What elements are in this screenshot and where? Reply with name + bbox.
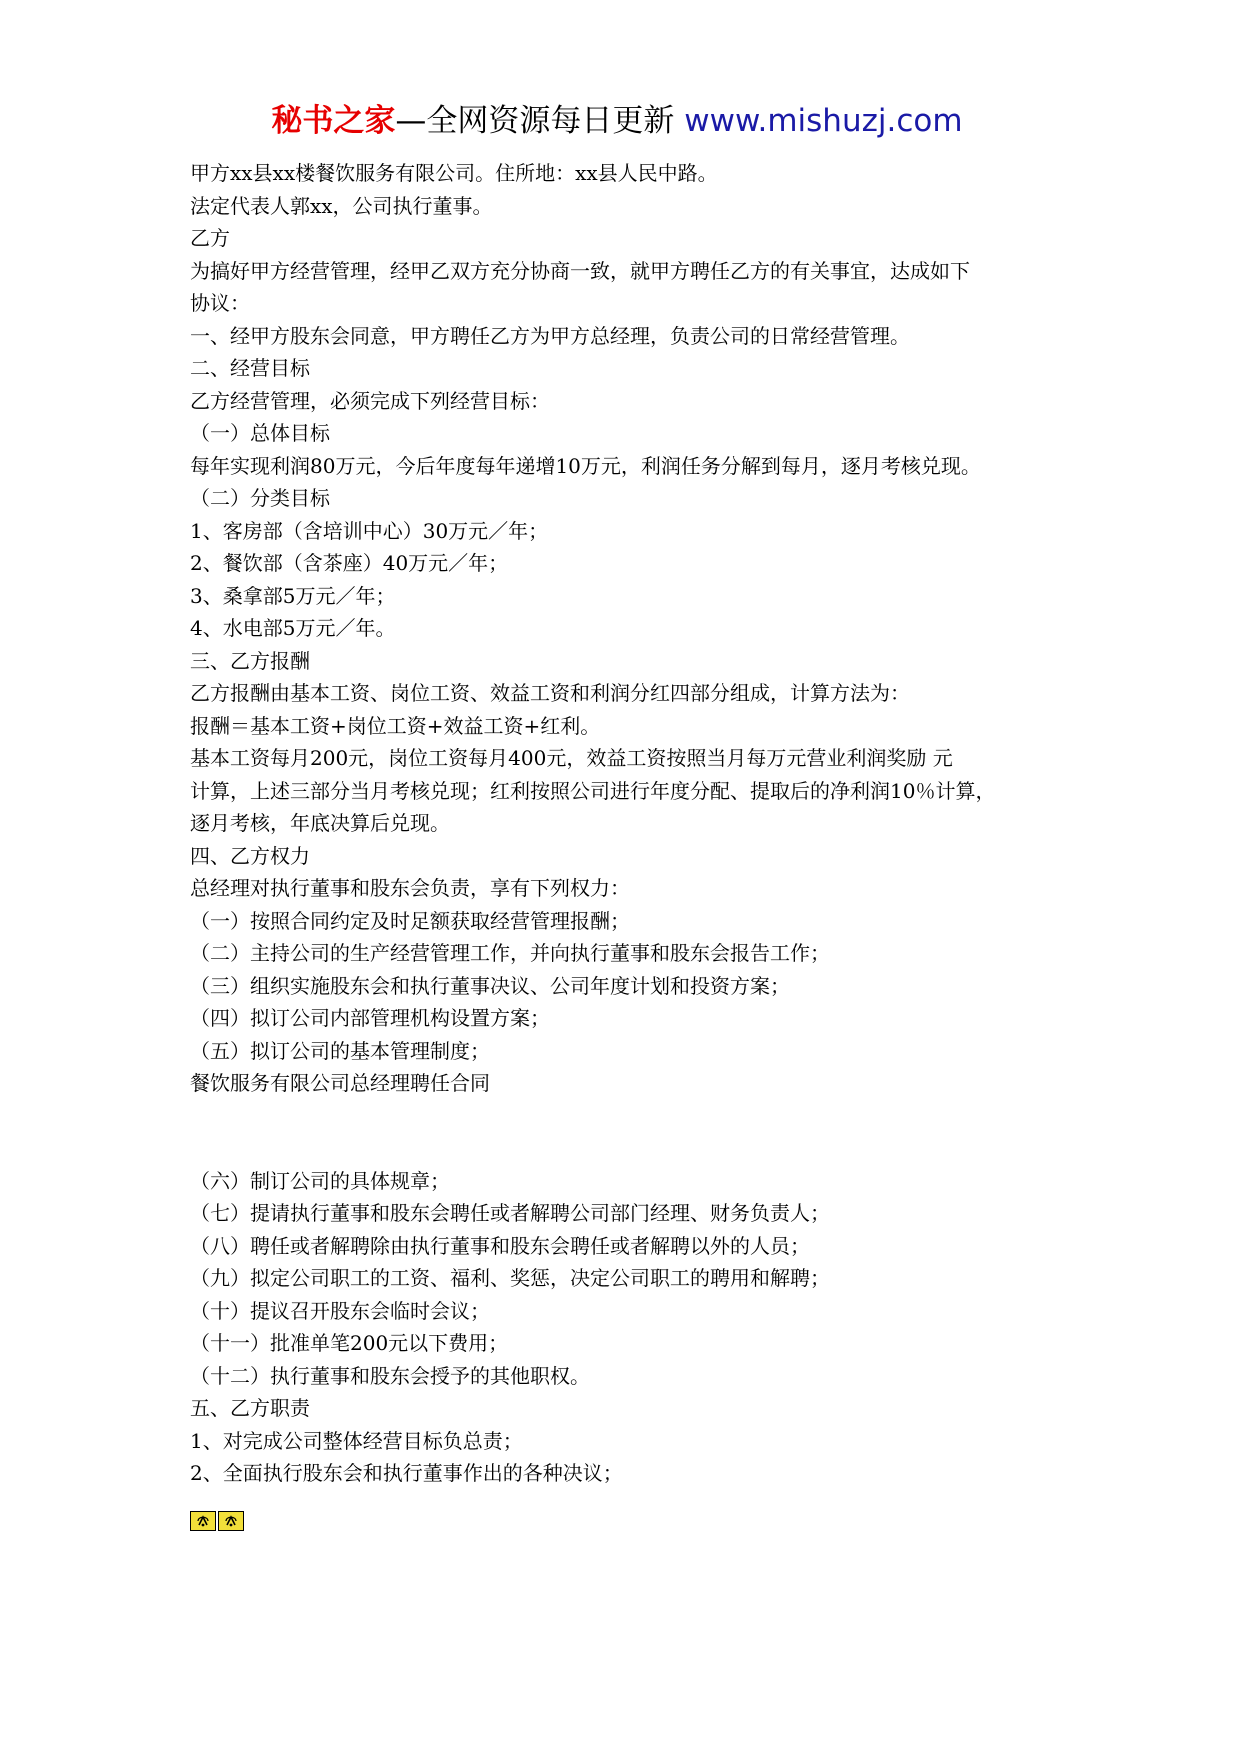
hyperlink-glyph-icon xyxy=(222,1513,240,1529)
text-line: 每年实现利润80万元，今后年度每年递增10万元，利润任务分解到每月，逐月考核兑现。 xyxy=(190,453,981,478)
site-header xyxy=(0,101,1234,141)
text-line: （一）按照合同约定及时足额获取经营管理报酬； xyxy=(190,908,630,933)
text-line: 计算，上述三部分当月考核兑现；红利按照公司进行年度分配、提取后的净利润10％计算， xyxy=(190,778,996,803)
text-line: 基本工资每月200元，岗位工资每月400元，效益工资按照当月每万元营业利润奖励 元 xyxy=(190,746,953,770)
hyperlink-icon[interactable] xyxy=(218,1511,244,1531)
text-line: 逐月考核，年底决算后兑现。 xyxy=(190,811,450,835)
text-line: 3、桑拿部5万元／年； xyxy=(190,583,396,608)
text-line: 1、客房部（含培训中心）30万元／年； xyxy=(190,518,549,543)
text-line: 协议： xyxy=(190,291,250,315)
text-line: （十）提议召开股东会临时会议； xyxy=(190,1298,490,1323)
hyperlink-glyph-icon xyxy=(194,1513,212,1529)
text-line: （八）聘任或者解聘除由执行董事和股东会聘任或者解聘以外的人员； xyxy=(190,1233,810,1258)
text-line: 总经理对执行董事和股东会负责，享有下列权力： xyxy=(190,876,630,900)
text-line: 2、全面执行股东会和执行董事作出的各种决议； xyxy=(190,1461,623,1485)
page-gap xyxy=(190,1100,1190,1165)
section-heading: 四、乙方权力 xyxy=(190,843,310,868)
text-line: 1、对完成公司整体经营目标负总责； xyxy=(190,1428,523,1453)
slogan: —全网资源每日更新 xyxy=(395,103,675,139)
text-line: （二）主持公司的生产经营管理工作，并向执行董事和股东会报告工作； xyxy=(190,941,830,965)
text-line: （三）组织实施股东会和执行董事决议、公司年度计划和投资方案； xyxy=(190,973,790,998)
text-line: （七）提请执行董事和股东会聘任或者解聘公司部门经理、财务负责人； xyxy=(190,1201,830,1225)
text-line: 乙方报酬由基本工资、岗位工资、效益工资和利润分红四部分组成，计算方法为： xyxy=(190,681,910,705)
text-line: （一）总体目标 xyxy=(190,421,330,445)
text-line: 法定代表人郭xx，公司执行董事。 xyxy=(190,193,493,218)
text-line: （十一）批准单笔200元以下费用； xyxy=(190,1331,509,1355)
text-line: （九）拟定公司职工的工资、福利、奖惩，决定公司职工的聘用和解聘； xyxy=(190,1266,830,1290)
document-body xyxy=(190,157,1190,1490)
text-line: （四）拟订公司内部管理机构设置方案； xyxy=(190,1006,550,1030)
text-line: （六）制订公司的具体规章； xyxy=(190,1168,450,1193)
text-line: 4、水电部5万元／年。 xyxy=(190,616,396,640)
text-line: （二）分类目标 xyxy=(190,486,330,510)
section-heading: 三、乙方报酬 xyxy=(190,648,310,673)
text-line: 乙方经营管理，必须完成下列经营目标： xyxy=(190,388,550,413)
text-line: （十二）执行董事和股东会授予的其他职权。 xyxy=(190,1363,590,1388)
text-line: 一、经甲方股东会同意，甲方聘任乙方为甲方总经理，负责公司的日常经营管理。 xyxy=(190,323,910,348)
text-line: 报酬＝基本工资+岗位工资+效益工资+红利。 xyxy=(190,713,601,738)
brand-name: 秘书之家 xyxy=(271,103,396,139)
section-heading: 二、经营目标 xyxy=(190,356,310,380)
text-line: （五）拟订公司的基本管理制度； xyxy=(190,1038,490,1063)
text-line: 2、餐饮部（含茶座）40万元／年； xyxy=(190,551,509,575)
hyperlink-icon[interactable] xyxy=(190,1511,216,1531)
text-line: 乙方 xyxy=(190,226,230,250)
text-line: 为搞好甲方经营管理，经甲乙双方充分协商一致，就甲方聘任乙方的有关事宜，达成如下 xyxy=(190,258,970,283)
text-line: 甲方xx县xx楼餐饮服务有限公司。住所地：xx县人民中路。 xyxy=(190,161,718,185)
hyperlink-icons xyxy=(190,1511,244,1531)
text-line: 餐饮服务有限公司总经理聘任合同 xyxy=(190,1071,490,1095)
site-url-link[interactable]: www.mishuzj.com xyxy=(674,103,963,139)
section-heading: 五、乙方职责 xyxy=(190,1396,310,1420)
